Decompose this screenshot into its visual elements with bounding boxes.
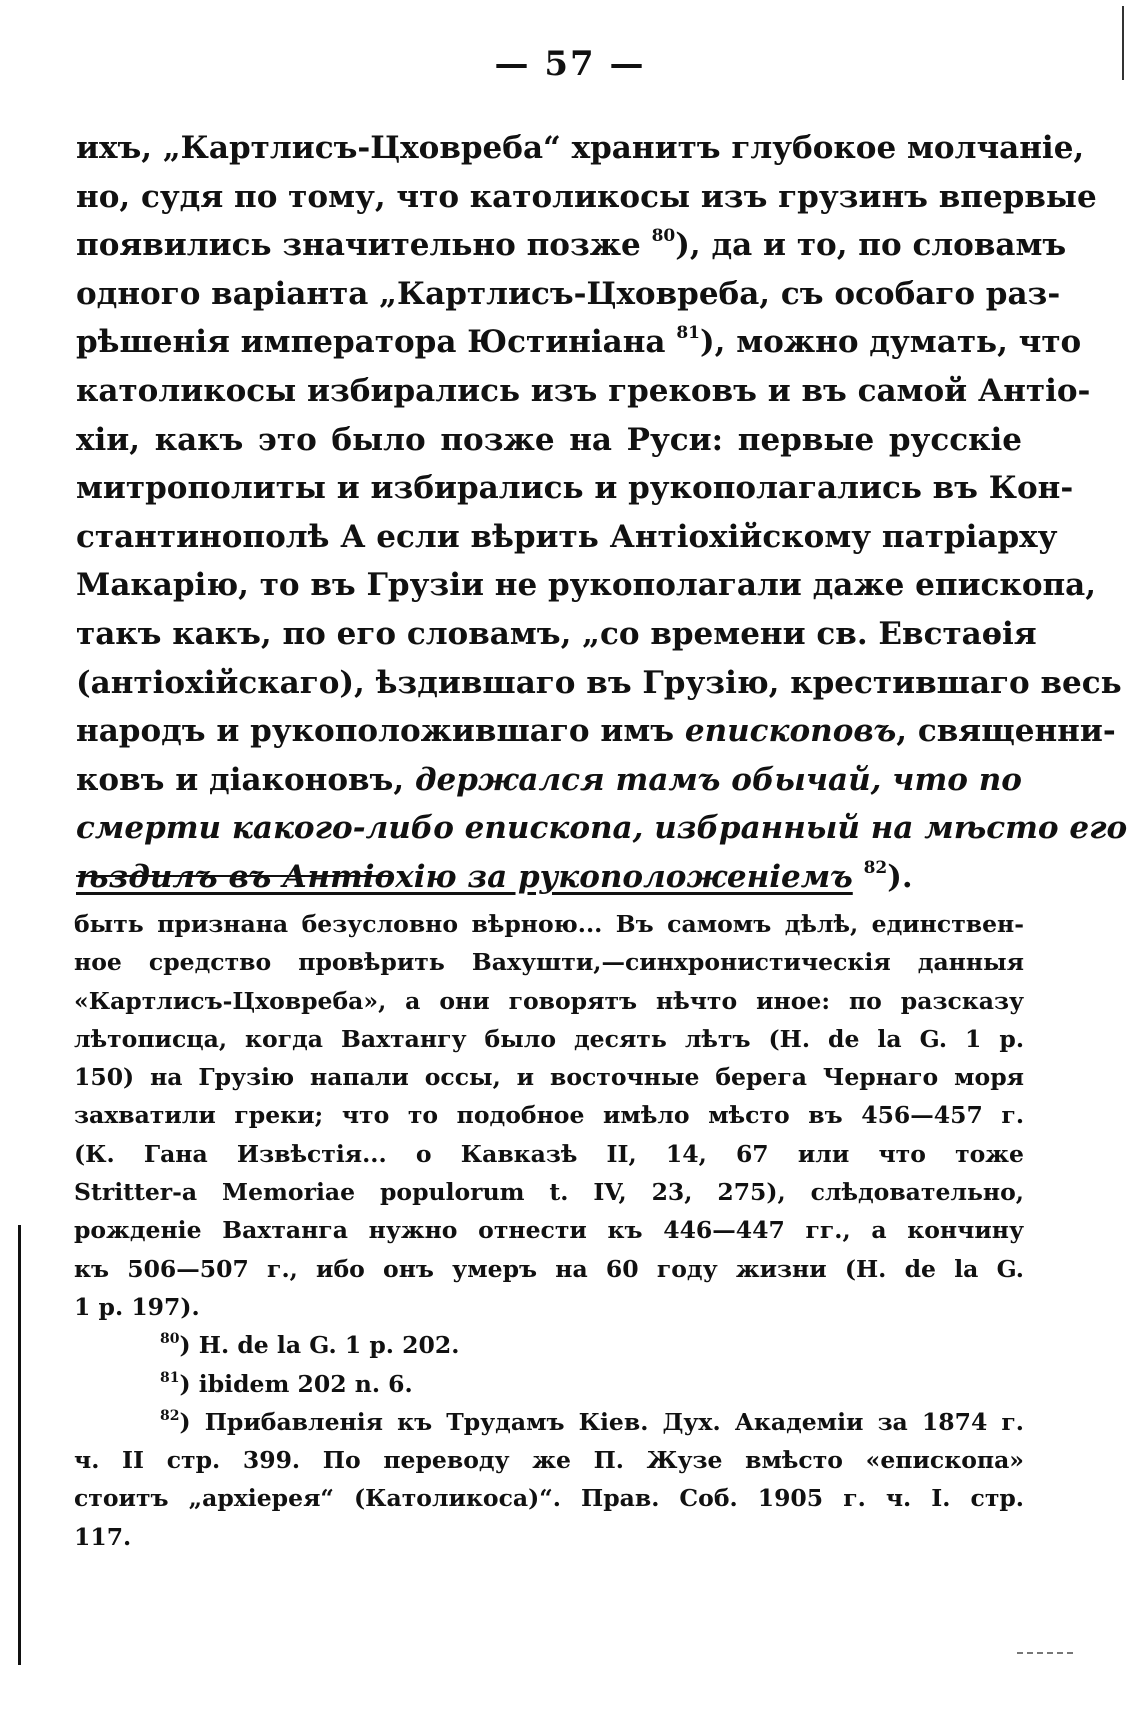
text-line: ихъ, „Картлисъ-Цховреба“ хранитъ глубокое молчаніе, bbox=[76, 130, 1085, 166]
footnote-ref-81: 81 bbox=[676, 323, 700, 344]
page-number: — 57 — bbox=[494, 44, 646, 84]
footnote-line: рожденіе Вахтанга нужно отнести къ 446—447 гг., а кончину bbox=[74, 1216, 1024, 1245]
footnote-line: захватили греки; что то подобное имѣло мѣсто въ 456—457 г. bbox=[74, 1101, 1024, 1130]
footnote-separator bbox=[76, 875, 392, 877]
scan-artifact-dash bbox=[1017, 1652, 1073, 1654]
italic-quote: смерти какого-либо епископа, избранный на мѣсто его bbox=[76, 810, 1128, 847]
italic-quote-underlined: ѣздилъ въ Антіохію за рукоположеніемъ bbox=[76, 858, 853, 895]
text-line: ковъ и діаконовъ, держался тамъ обычай, что по bbox=[76, 761, 1022, 798]
text-line: католикосы избирались изъ грековъ и въ самой Антіо- bbox=[76, 372, 1091, 409]
text-line: митрополиты и избирались и рукополагались въ Кон- bbox=[76, 470, 1074, 507]
footnote-line: 1 p. 197). bbox=[74, 1292, 200, 1321]
text-line: одного варіанта „Картлисъ-Цховреба, съ особаго раз- bbox=[76, 275, 1061, 312]
text-line: (антіохійскаго), ѣздившаго въ Грузію, крестившаго весь bbox=[76, 664, 1122, 701]
text-line: Макарію, то въ Грузіи не рукополагали даже епископа, bbox=[76, 567, 1097, 604]
text-line: народъ и рукоположившаго имъ епископовъ, священни- bbox=[76, 713, 1116, 750]
footnote-mark: 82 bbox=[160, 1407, 180, 1424]
scan-margin-line-left bbox=[18, 1225, 21, 1665]
text-line: такъ какъ, по его словамъ, „со времени св. Евстаѳія bbox=[76, 615, 1037, 652]
text-line: появились значительно позже $^{80}$), да и то, по словамъ bbox=[76, 226, 1067, 264]
footnote-mark: 81 bbox=[160, 1369, 180, 1386]
footnote-ref-82: 82 bbox=[863, 857, 888, 878]
footnote-line: къ 506—507 г., ибо онъ умеръ на 60 году жизни (Н. de la G. bbox=[74, 1254, 1024, 1283]
footnote-line: лѣтописца, когда Вахтангу было десять лѣтъ (Н. de la G. 1 p. bbox=[74, 1024, 1024, 1053]
footnote-mark: 80 bbox=[160, 1331, 180, 1348]
footnote-80: $^{80}$) Н. de la G. 1 p. 202. bbox=[160, 1331, 460, 1360]
footnote-81: $^{81}$) ibidem 202 n. 6. bbox=[160, 1369, 413, 1398]
text-line: но, судя по тому, что католикосы изъ грузинъ впервые bbox=[76, 178, 1097, 215]
footnote-ref-80: 80 bbox=[651, 226, 676, 247]
footnote-line: 150) на Грузію напали оссы, и восточные берега Чернаго моря bbox=[74, 1063, 1024, 1092]
text-line: стантинополѣ А если вѣрить Антіохійскому патріарху bbox=[76, 518, 1058, 555]
footnote-line: стоитъ „архіерея“ (Католикоса)“. Прав. Соб. 1905 г. ч. I. стр. bbox=[74, 1484, 1024, 1513]
footnote-line: «Картлисъ-Цховреба», а они говорятъ нѣчто иное: по разсказу bbox=[74, 986, 1024, 1015]
footnote-line: 117. bbox=[74, 1522, 132, 1551]
text-line bbox=[76, 804, 1128, 853]
text-line: хіи, какъ это было позже на Руси: первые русскіе bbox=[76, 421, 1022, 458]
footnotes bbox=[74, 905, 1024, 1556]
footnote-line: ное средство провѣрить Вахушти,—синхронистическія данныя bbox=[74, 948, 1024, 977]
footnote-line: Stritter-a Memoriae populorum t. IV, 23, 275), слѣдовательно, bbox=[74, 1178, 1024, 1207]
footnote-line: (К. Гана Извѣстія... о Кавказѣ II, 14, 67 или что тоже bbox=[74, 1139, 1024, 1168]
text-line: ѣздилъ въ Антіохію за рукоположеніемъ $^{82}$). bbox=[76, 857, 913, 895]
main-text bbox=[76, 124, 1128, 902]
footnote-line: ч. II стр. 399. По переводу же П. Жузе вмѣсто «епископа» bbox=[74, 1446, 1024, 1475]
footnote-82: $^{82}$) Прибавленія къ Трудамъ Кіев. Дух. Академіи за 1874 г. bbox=[160, 1407, 1024, 1436]
text-line: рѣшенія императора Юстиніана $^{81}$), можно думать, что bbox=[76, 323, 1082, 361]
italic-text: епископовъ bbox=[684, 713, 897, 750]
footnote-line: быть признана безусловно вѣрною... Въ самомъ дѣлѣ, единствен- bbox=[74, 910, 1024, 938]
italic-quote: держался тамъ обычай, что по bbox=[414, 761, 1022, 798]
